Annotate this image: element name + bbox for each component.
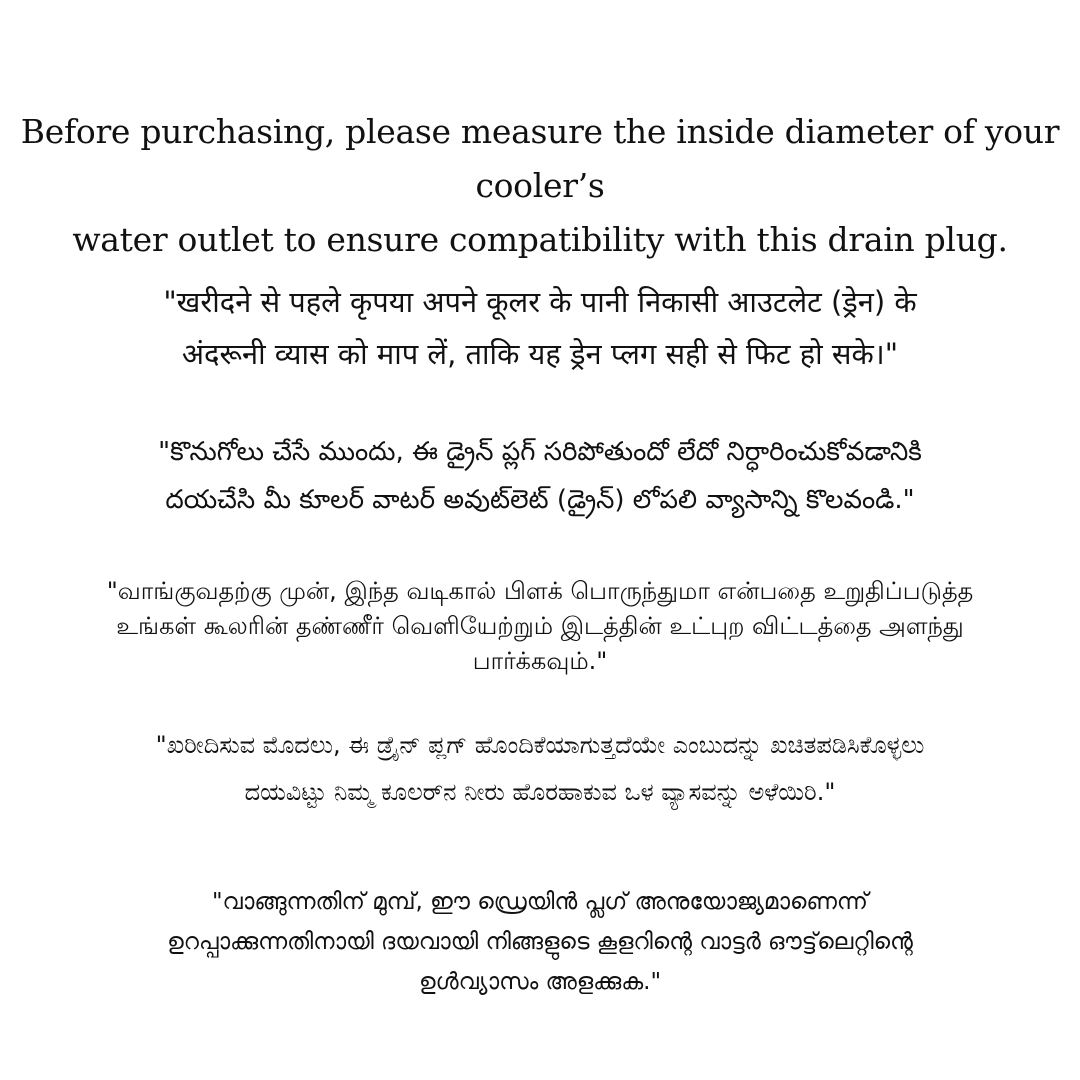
malayalam-notice: "വാങ്ങുന്നതിന് മുമ്പ്, ഈ ഡ്രെയിൻ പ്ലഗ് അനുയോജ്യമാണെന്ന് ഉറപ്പാക്കുന്നതിനായി ദയവായി നിങ്ങളുടെ കൂളറിന്റെ വാട്ടർ ഔട്ട്‌ലെറ്റിന്റെ ഉൾവ്യാസം അളക്കുക." (167, 889, 913, 995)
hindi-notice: "खरीदने से पहले कृपया अपने कूलर के पानी निकासी आउटलेट (ड्रेन) के अंदरूनी व्यास को माप लें, ताकि यह ड्रेन प्लग सही से फिट हो सके।" (163, 285, 917, 371)
telugu-notice: "కొనుగోలు చేసే ముందు, ఈ డ్రైన్ ప్లగ్ సరిపోతుందో లేదో నిర్ధారించుకోవడానికి దయచేసి మీ కూలర్ వాటర్ అవుట్‌లెట్ (డ్రైన్) లోపలి వ్యాసాన్ని కొలవండి." (158, 437, 922, 515)
tamil-notice: "வாங்குவதற்கு முன், இந்த வடிகால் பிளக் பொருந்துமா என்பதை உறுதிப்படுத்த உங்கள் கூலரின் தண்ணீர் வெளியேற்றும் இடத்தின் உட்புற விட்டத்தை அளந்து பார்க்கவும்." (106, 577, 974, 675)
kannada-notice: "ಖರೀದಿಸುವ ಮೊದಲು, ಈ ಡ್ರೈನ್ ಪ್ಲಗ್ ಹೊಂದಿಕೆಯಾಗುತ್ತದೆಯೇ ಎಂಬುದನ್ನು ಖಚಿತಪಡಿಸಿಕೊಳ್ಳಲು ದಯವಿಟ್ಟು ನಿಮ್ಮ ಕೂಲರ್‌ನ ನೀರು ಹೊರಹಾಕುವ ಒಳ ವ್ಯಾಸವನ್ನು ಅಳೆಯಿರಿ." (155, 731, 925, 806)
english-notice: Before purchasing, please measure the inside diameter of your cooler’s water outlet to ensure compatibility with this drain plug. (20, 112, 1060, 259)
